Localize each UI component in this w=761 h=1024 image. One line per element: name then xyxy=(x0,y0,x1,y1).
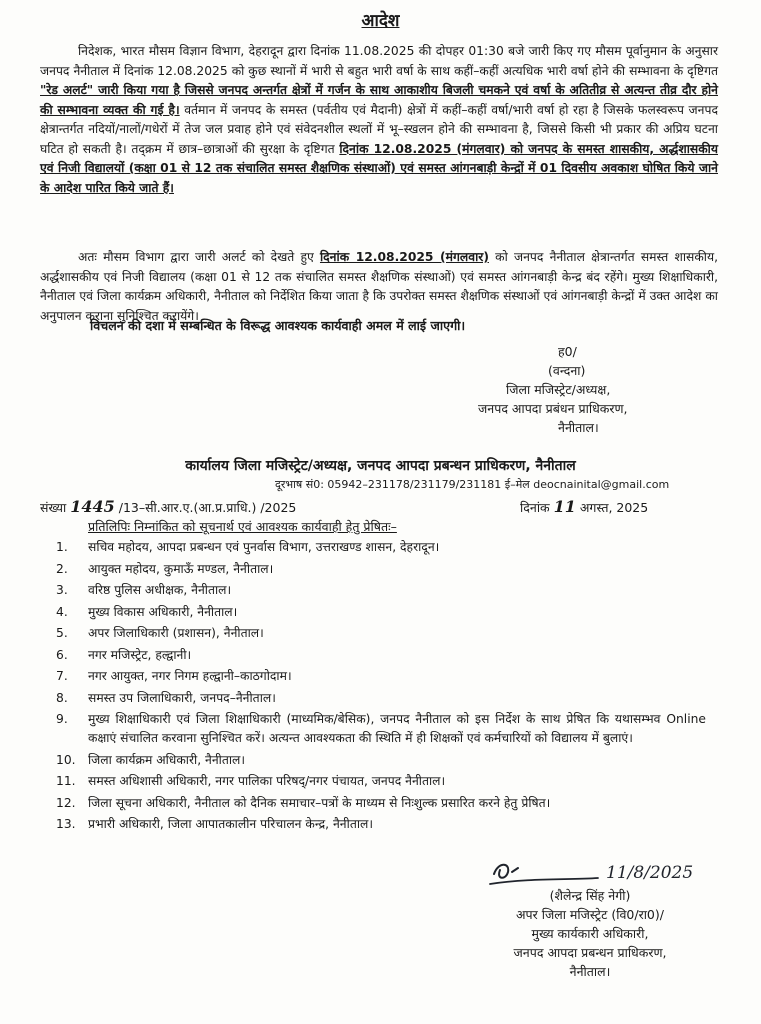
list-item xyxy=(56,667,706,686)
ref-handwritten-number: 1445 xyxy=(70,497,115,516)
office-heading: कार्यालय जिला मजिस्ट्रेट/अध्यक्ष, जनपद आपदा प्रबन्धन प्राधिकरण, नैनीताल xyxy=(185,458,576,474)
sig1-line5: नैनीताल। xyxy=(558,420,599,435)
ref-prefix: संख्या xyxy=(40,500,71,515)
reference-date xyxy=(520,497,648,516)
para1-highlight-holiday: दिनांक 12.08.2025 (मंगलवार) को जनपद के समस्त शासकीय, अर्द्धशासकीय एवं निजी विद्यालयों (कक्षा 01 से 12 तक संचालित समस्त शैक्षणिक संस्थाओं) एवं समस्त आंगनबाड़ी केन्द्रों में 01 दिवसीय अवकाश घोषित किये जाने के आदेश पारित किये जाते हैं। xyxy=(40,141,718,195)
list-item-number: 13. xyxy=(56,817,76,831)
list-item-text: वरिष्ठ पुलिस अधीक्षक, नैनीताल। xyxy=(88,583,232,597)
sig1-line2: (वन्दना) xyxy=(548,363,586,378)
order-paragraph-3: विचलन की दशा में सम्बन्धित के विरूद्ध आवश्यक कार्यवाही अमल में लाई जाएगी। xyxy=(90,318,466,333)
sig2-line2: अपर जिला मजिस्ट्रेट (वि0/रा0)/ xyxy=(516,907,664,922)
list-item-text: नगर आयुक्त, नगर निगम हल्द्वानी–काठगोदाम। xyxy=(88,669,292,683)
order-paragraph-2 xyxy=(40,248,718,326)
para2-text-a: अतः मौसम विभाग द्वारा जारी अलर्ट को देखते हुए xyxy=(78,250,320,264)
list-item-number: 12. xyxy=(56,795,76,810)
list-item-text: जिला कार्यक्रम अधिकारी, नैनीताल। xyxy=(88,752,246,767)
copy-to-heading: प्रतिलिपिः निम्नांकित को सूचनार्थ एवं आवश्यक कार्यवाही हेतु प्रेषितः– xyxy=(88,519,397,534)
order-paragraph-1 xyxy=(40,42,718,198)
list-item xyxy=(56,646,706,665)
list-item xyxy=(56,689,706,708)
list-item-number: 2. xyxy=(56,561,68,576)
list-item-text: मुख्य विकास अधिकारी, नैनीताल। xyxy=(88,604,238,619)
list-item-number: 8. xyxy=(56,690,68,705)
list-item-text: समस्त उप जिलाधिकारी, जनपद–नैनीताल। xyxy=(88,690,276,705)
list-item xyxy=(56,710,706,748)
ref-suffix: /13–सी.आर.ए.(आ.प्र.प्राधि.) /2025 xyxy=(114,500,297,515)
sig2-line5: नैनीताल। xyxy=(569,964,611,979)
para1-highlight-red-alert: "रेड अलर्ट" जारी किया गया है जिससे जनपद अन्तर्गत क्षेत्रों में गर्जन के साथ आकाशीय बिजली चमकने एवं वर्षा के अतितीव्र से अत्यन्त तीव्र दौर होने की सम्भावना व्यक्त की गई है। xyxy=(40,83,718,117)
list-item-number: 10. xyxy=(56,752,76,767)
list-item-text: नगर मजिस्ट्रेट, हल्द्वानी। xyxy=(88,647,192,662)
list-item xyxy=(56,581,706,600)
list-item-text: अपर जिलाधिकारी (प्रशासन), नैनीताल। xyxy=(88,626,264,640)
sig1-line1: ह0/ xyxy=(558,344,577,359)
list-item xyxy=(56,772,706,791)
list-item-number: 7. xyxy=(56,669,68,683)
para1-text-a: निदेशक, भारत मौसम विज्ञान विभाग, देहरादून द्वारा दिनांक 11.08.2025 की दोपहर 01:30 बजे जारी किए गए मौसम पूर्वानुमान के अनुसार जनपद नैनीताल में दिनांक 12.08.2025 को कुछ स्थानों में भारी से बहुत भारी वर्षा के साथ कहीं–कहीं अत्यधिक भारी वर्षा होने की सम्भावना के दृष्टिगत xyxy=(40,44,718,78)
list-item xyxy=(56,538,706,557)
list-item xyxy=(56,751,706,770)
recipient-list xyxy=(56,538,706,837)
list-item-text: प्रभारी अधिकारी, जिला आपातकालीन परिचालन केन्द्र, नैनीताल। xyxy=(88,817,374,831)
list-item xyxy=(56,624,706,643)
para1-text-c: वर्तमान में जनपद के समस्त (पर्वतीय एवं मैदानी) क्षेत्रों में कहीं–कहीं वर्षा/भारी वर्षा हो रहा है जिसके फलस्वरूप जनपद क्षेत्रान्तर्गत नदियों/नालों/गधेरों में तेज जल प्रवाह होने एवं संवेदनशील स्थलों में भू–स्खलन होने की सम्भावना है, जिससे किसी भी प्रकार की अप्रिय घटना घटित हो सकती है। तद्क्रम में छात्र–छात्राओं की सुरक्षा के दृष्टिगत xyxy=(40,102,718,156)
para2-highlight-date: दिनांक 12.08.2025 (मंगलवार) xyxy=(319,250,489,264)
sig1-line3: जिला मजिस्ट्रेट/अध्यक्ष, xyxy=(506,382,611,397)
date-prefix: दिनांक xyxy=(520,500,554,515)
list-item-text: मुख्य शिक्षाधिकारी एवं जिला शिक्षाधिकारी (माध्यमिक/बेसिक), जनपद नैनीताल को इस निर्देश के साथ प्रेषित कि यथासम्भव Online कक्षाएं संचालित करवाना सुनिश्चित करें। अत्यन्त आवश्यकता की स्थिति में ही शिक्षकों एवं कर्मचारियों को विद्यालय में बुलाएं। xyxy=(88,712,706,745)
list-item-text: आयुक्त महोदय, कुमाऊँ मण्डल, नैनीताल। xyxy=(88,561,274,576)
contact-line: दूरभाष सं0: 05942–231178/231179/231181 ई–मेल deocnainital@gmail.com xyxy=(275,478,670,491)
sig2-line4: जनपद आपदा प्रबन्धन प्राधिकरण, xyxy=(513,945,667,960)
list-item-number: 1. xyxy=(56,540,68,554)
list-item-number: 3. xyxy=(56,583,68,597)
reference-number xyxy=(40,497,296,516)
list-item-text: सचिव महोदय, आपदा प्रबन्धन एवं पुनर्वास विभाग, उत्तराखण्ड शासन, देहरादून। xyxy=(88,540,440,554)
list-item-text: समस्त अधिशासी अधिकारी, नगर पालिका परिषद्/नगर पंचायत, जनपद नैनीताल। xyxy=(88,774,446,788)
signature-block-dm xyxy=(470,342,720,437)
list-item-text: जिला सूचना अधिकारी, नैनीताल को दैनिक समाचार–पत्रों के माध्यम से निःशुल्क प्रसारित करने हेतु प्रेषित। xyxy=(88,795,551,810)
sig2-line1: (शैलेन्द्र सिंह नेगी) xyxy=(549,888,631,903)
handwritten-signature xyxy=(488,856,728,890)
sig1-line4: जनपद आपदा प्रबंधन प्राधिकरण, xyxy=(478,401,628,416)
list-item xyxy=(56,603,706,622)
signature-block-adm xyxy=(455,886,725,981)
signature-date-text: 11/8/2025 xyxy=(606,863,694,883)
list-item-number: 11. xyxy=(56,774,76,788)
sig2-line3: मुख्य कार्यकारी अधिकारी, xyxy=(531,926,649,941)
order-title: आदेश xyxy=(361,11,400,31)
date-handwritten-day: 11 xyxy=(553,497,576,516)
list-item-number: 5. xyxy=(56,626,68,640)
date-suffix: अगस्त, 2025 xyxy=(575,500,649,515)
list-item-number: 4. xyxy=(56,604,68,619)
list-item-number: 6. xyxy=(56,647,68,662)
para2-text-c: को जनपद नैनीताल क्षेत्रान्तर्गत समस्त शासकीय, अर्द्धशासकीय एवं निजी विद्यालय (कक्षा 01 से 12 तक संचालित समस्त शैक्षणिक संस्थाओं) एवं समस्त आंगनबाड़ी केन्द्र बंद रहेंगे। मुख्य शिक्षाधिकारी, नैनीताल एवं जिला कार्यक्रम अधिकारी, नैनीताल को निर्देशित किया जाता है कि उपरोक्त समस्त शैक्षणिक संस्थाओं एवं आंगनबाड़ी केन्द्रों में उक्त आदेश का अनुपालन कराना सुनिश्चित करायेंगे। xyxy=(40,250,718,323)
list-item xyxy=(56,794,706,813)
list-item xyxy=(56,560,706,579)
list-item-number: 9. xyxy=(56,712,68,726)
list-item xyxy=(56,815,706,834)
